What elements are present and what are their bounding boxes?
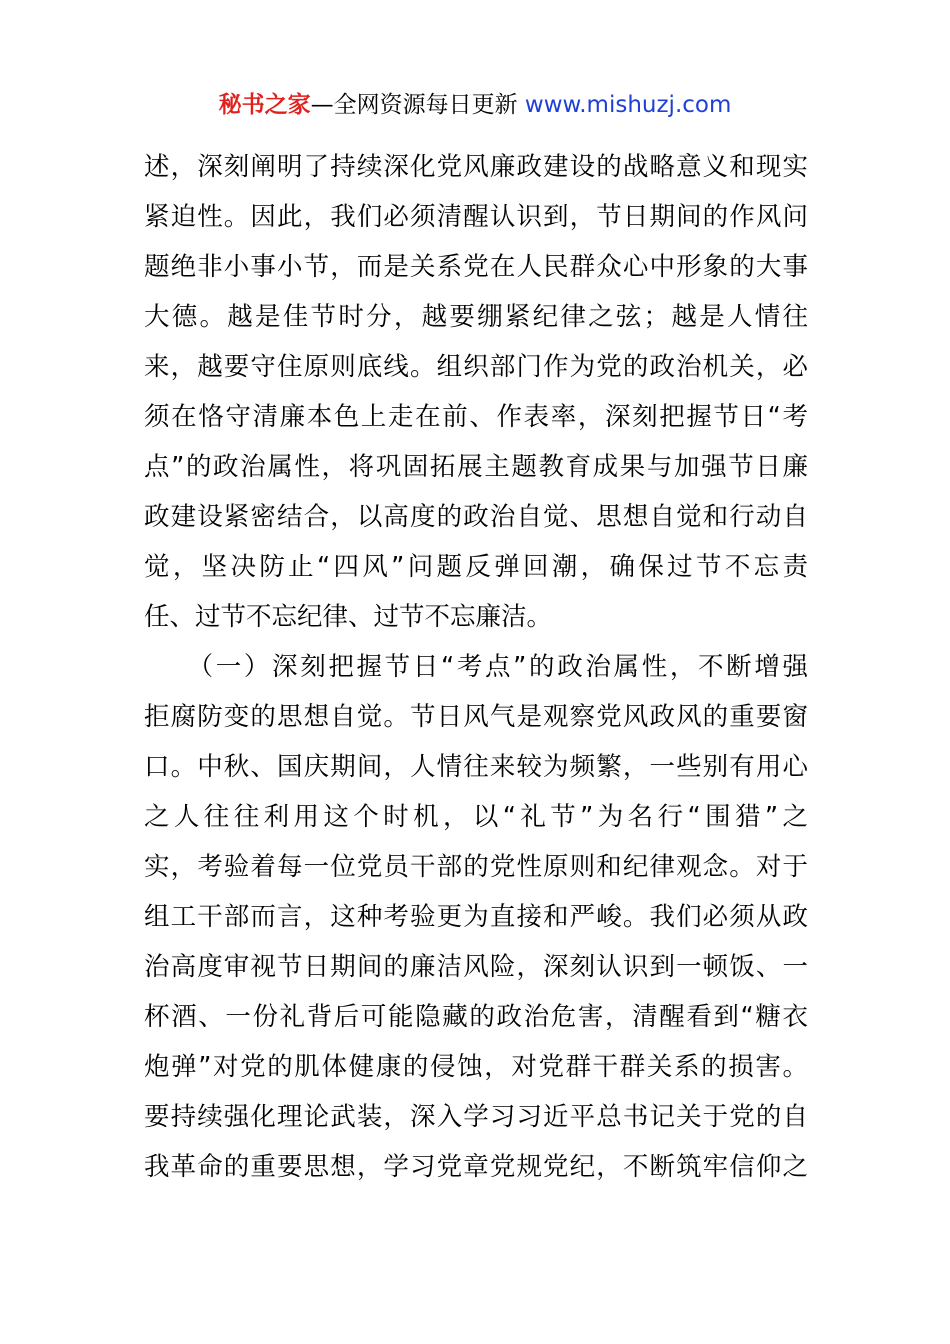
page-header (0, 88, 950, 122)
text-line: 要持续强化理论武装，深入学习习近平总书记关于党的自 (144, 1102, 808, 1132)
paragraph-end-line: 任、过节不忘纪律、过节不忘廉洁。 (144, 602, 553, 632)
text-line: 实，考验着每一位党员干部的党性原则和纪律观念。对于 (144, 852, 808, 882)
text-line: 政建设紧密结合，以高度的政治自觉、思想自觉和行动自 (144, 502, 808, 532)
text-line: 炮弹”对党的肌体健康的侵蚀，对党群干群关系的损害。 (144, 1052, 808, 1082)
header-dash: — (310, 92, 334, 118)
text-line: 述，深刻阐明了持续深化党风廉政建设的战略意义和现实 (144, 152, 808, 182)
text-line: 组工干部而言，这种考验更为直接和严峻。我们必须从政 (144, 902, 808, 932)
text-line: 来，越要守住原则底线。组织部门作为党的政治机关，必 (144, 352, 808, 382)
header-tagline: 全网资源每日更新 (333, 92, 525, 118)
document-body (144, 142, 808, 1192)
text-line: 点”的政治属性，将巩固拓展主题教育成果与加强节日廉 (144, 452, 808, 482)
text-line: 须在恪守清廉本色上走在前、作表率，深刻把握节日“考 (144, 402, 808, 432)
text-line: 之人往往利用这个时机，以“礼节”为名行“围猎”之 (144, 802, 808, 832)
header-url-link[interactable]: www.mishuzj.com (524, 92, 732, 118)
section-heading-line: （一）深刻把握节日“考点”的政治属性，不断增强 (144, 652, 808, 682)
text-line: 我革命的重要思想，学习党章党规党纪，不断筑牢信仰之 (144, 1152, 808, 1182)
text-line: 口。中秋、国庆期间，人情往来较为频繁，一些别有用心 (144, 752, 808, 782)
text-line: 觉，坚决防止“四风”问题反弹回潮，确保过节不忘责 (144, 552, 808, 582)
text-line: 杯酒、一份礼背后可能隐藏的政治危害，清醒看到“糖衣 (144, 1002, 808, 1032)
text-line: 大德。越是佳节时分，越要绷紧纪律之弦；越是人情往 (144, 302, 808, 332)
text-line: 治高度审视节日期间的廉洁风险，深刻认识到一顿饭、一 (144, 952, 808, 982)
text-line: 紧迫性。因此，我们必须清醒认识到，节日期间的作风问 (144, 202, 808, 232)
text-line: 拒腐防变的思想自觉。节日风气是观察党风政风的重要窗 (144, 702, 808, 732)
brand-name: 秘书之家 (218, 92, 311, 118)
text-line: 题绝非小事小节，而是关系党在人民群众心中形象的大事 (144, 252, 808, 282)
